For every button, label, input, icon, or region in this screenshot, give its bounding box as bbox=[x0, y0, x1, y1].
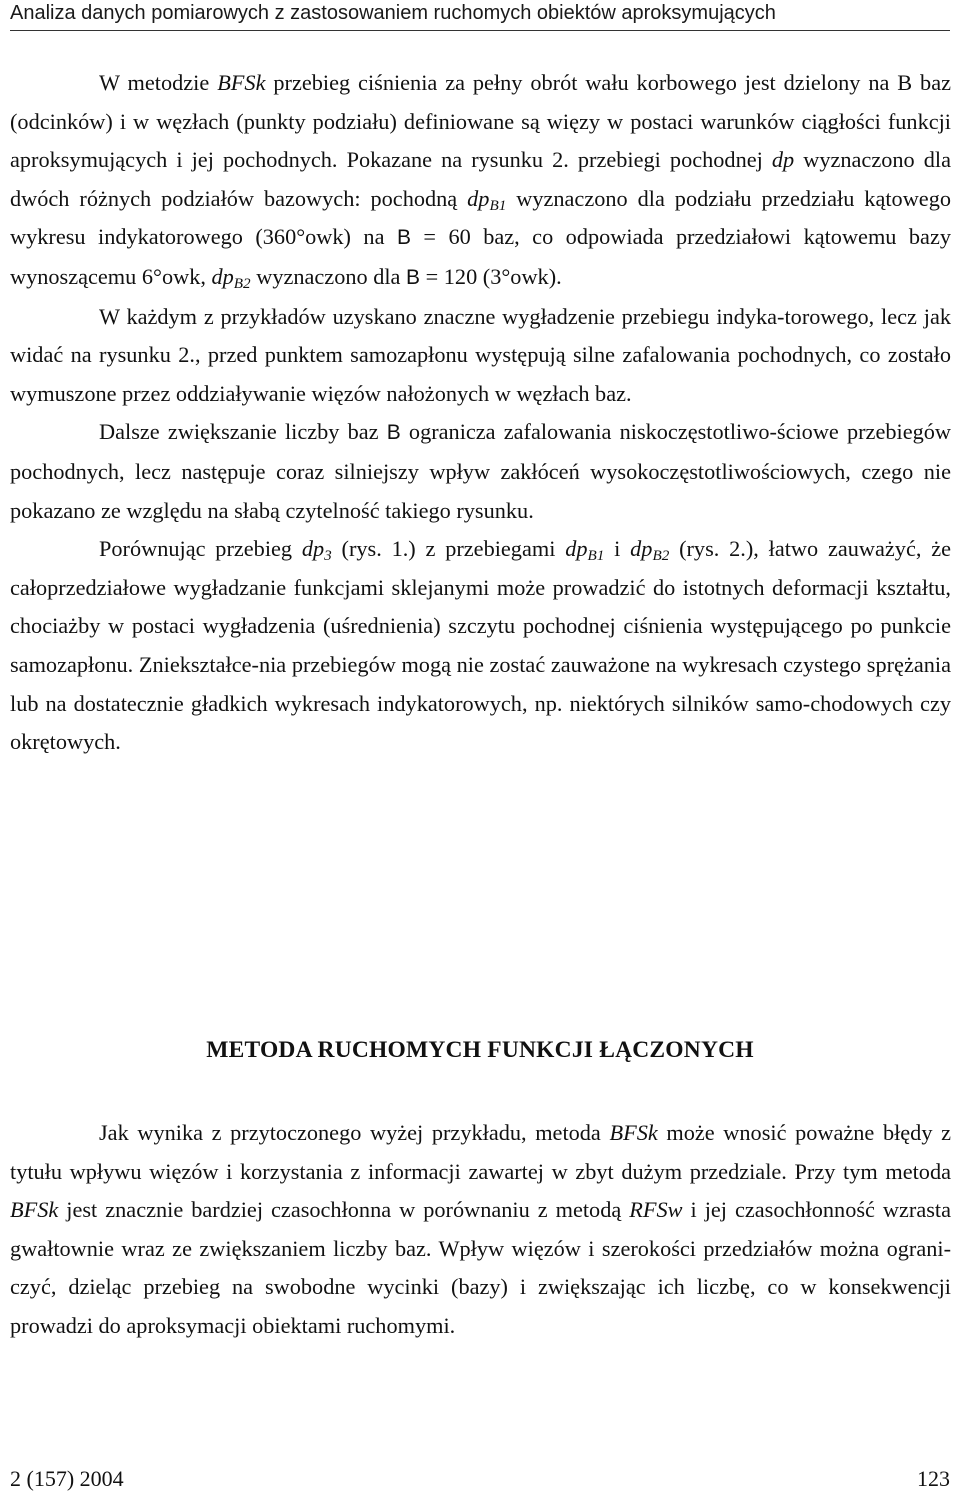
text-run: Dalsze zwiększanie liczby baz bbox=[99, 419, 387, 445]
symbol: $dp_{B2}$ bbox=[211, 263, 251, 292]
symbol: $dp_{B1}$ bbox=[467, 185, 507, 214]
page-number: 123 bbox=[917, 1466, 950, 1491]
text-run: wyznaczono dla podziału przedziału kątowego wykresu indykatorowego (360°owk) na bbox=[10, 185, 951, 250]
method-name: BFSk bbox=[10, 1197, 59, 1223]
text-run: = 60 baz, co odpowiada przedziałowi kątowemu bazy wynoszącemu 6°owk, bbox=[10, 224, 951, 289]
text-run: może wnosić poważne błędy z tytułu wpływu więzów i korzystania z informacji zawartej w zbyt dużym przedziale. Przy tym metoda bbox=[10, 1120, 951, 1184]
method-name: RFSw bbox=[629, 1197, 683, 1223]
paragraph-1 bbox=[10, 64, 951, 298]
text-run: wyznaczono dla bbox=[250, 263, 407, 289]
text-run: przebieg ciśnienia za pełny obrót wału korbowego jest dzielony na B baz (odcinków) i w węzłach (punkty podziału) definiowane są więzy w postaci warunków ciągłości funkcji aproksymujących i jej pochodnych. Pokazane na rysunku 2. przebiegi pochodnej bbox=[10, 70, 952, 173]
symbol: $dp_3$ bbox=[301, 536, 332, 564]
section-1-body bbox=[10, 64, 951, 762]
symbol: $dp_{B1}$ bbox=[565, 536, 605, 564]
subscript: 3 bbox=[324, 546, 332, 564]
text-run: Jak wynika z przytoczonego wyżej przykładu, metoda bbox=[99, 1120, 610, 1145]
text-run: W metodzie bbox=[99, 70, 218, 95]
text-run: jest znacznie bardziej czasochłonna w porównaniu z metodą bbox=[58, 1197, 630, 1223]
paragraph-2 bbox=[10, 298, 951, 414]
text-run: wyznaczono dla dwóch różnych podziałów bazowych: pochodną bbox=[10, 147, 951, 211]
text-run: Porównując przebieg bbox=[99, 536, 302, 562]
running-header bbox=[10, 0, 950, 31]
running-title: Analiza danych pomiarowych z zastosowaniem ruchomych obiektów aproksymujących bbox=[10, 2, 776, 24]
issue-number: 2 (157) 2004 bbox=[10, 1466, 124, 1491]
section-heading: METODA RUCHOMYCH FUNKCJI ŁĄCZONYCH bbox=[206, 1037, 754, 1063]
text-run: i bbox=[604, 536, 631, 562]
subscript: B2 bbox=[652, 546, 670, 564]
text-run: W każdym z przykładów uzyskano znaczne wygładzenie przebiegu indyka-torowego, lecz jak widać na rysunku 2., przed punktem samozapłonu występują silne zafalowania pochodnych, co zostało wymuszone przez oddziaływanie więzów nałożonych w węzłach baz. bbox=[10, 303, 951, 406]
text-run: i jej czasochłonność wzrasta gwałtownie wraz ze zwiększaniem liczby baz. Wpływ więzów i szerokości przedziałów można ograni-czyć, dzieląc przebieg na swobodne wycinki (bazy) i zwiększając ich liczbę, co w konsekwencji prowadzi do aproksymacji obiektami ruchomymi. bbox=[10, 1197, 951, 1338]
paragraph-3 bbox=[10, 413, 951, 530]
subscript: B2 bbox=[233, 274, 251, 292]
subscript: B1 bbox=[489, 196, 507, 214]
method-name: BFSk bbox=[217, 70, 266, 95]
text-run: (rys. 2.), łatwo zauważyć, że całoprzedziałowe wygładzanie funkcjami sklejanymi może prowadzić do istotnych deformacji kształtu, chociażby w postaci wygładzenia (uśrednienia) szczytu pochodnej ciśnienia występującego po punkcie samozapłonu. Zniekształce-nia przebiegów mogą nie zostać zauważone na wykresach czystego sprężania lub na dostatecznie gładkich wykresach indykatorowych, np. niektórych silników samo-chodowych czy okrętowych. bbox=[10, 536, 952, 755]
text-run: (rys. 1.) z przebiegami bbox=[331, 536, 566, 562]
text-run: = 120 (3°owk). bbox=[420, 263, 562, 289]
text-run: ogranicza zafalowania niskoczęstotliwo-ściowe przebiegów pochodnych, lecz następuje coraz silniejszy wpływ zakłóceń wysokoczęstotliwościowych, czego nie pokazano ze względu na słabą czytelność takiego rysunku. bbox=[10, 419, 951, 523]
symbol: $dp_{B2}$ bbox=[630, 536, 670, 564]
section-2-body bbox=[10, 1114, 951, 1346]
paragraph-5 bbox=[10, 1114, 951, 1346]
symbol: B bbox=[396, 226, 411, 250]
symbol: B bbox=[406, 265, 421, 289]
symbol: B bbox=[386, 421, 401, 445]
symbol: dp bbox=[771, 147, 795, 173]
method-name: BFSk bbox=[609, 1120, 658, 1145]
subscript: B1 bbox=[587, 546, 605, 564]
paragraph-4 bbox=[10, 530, 951, 762]
